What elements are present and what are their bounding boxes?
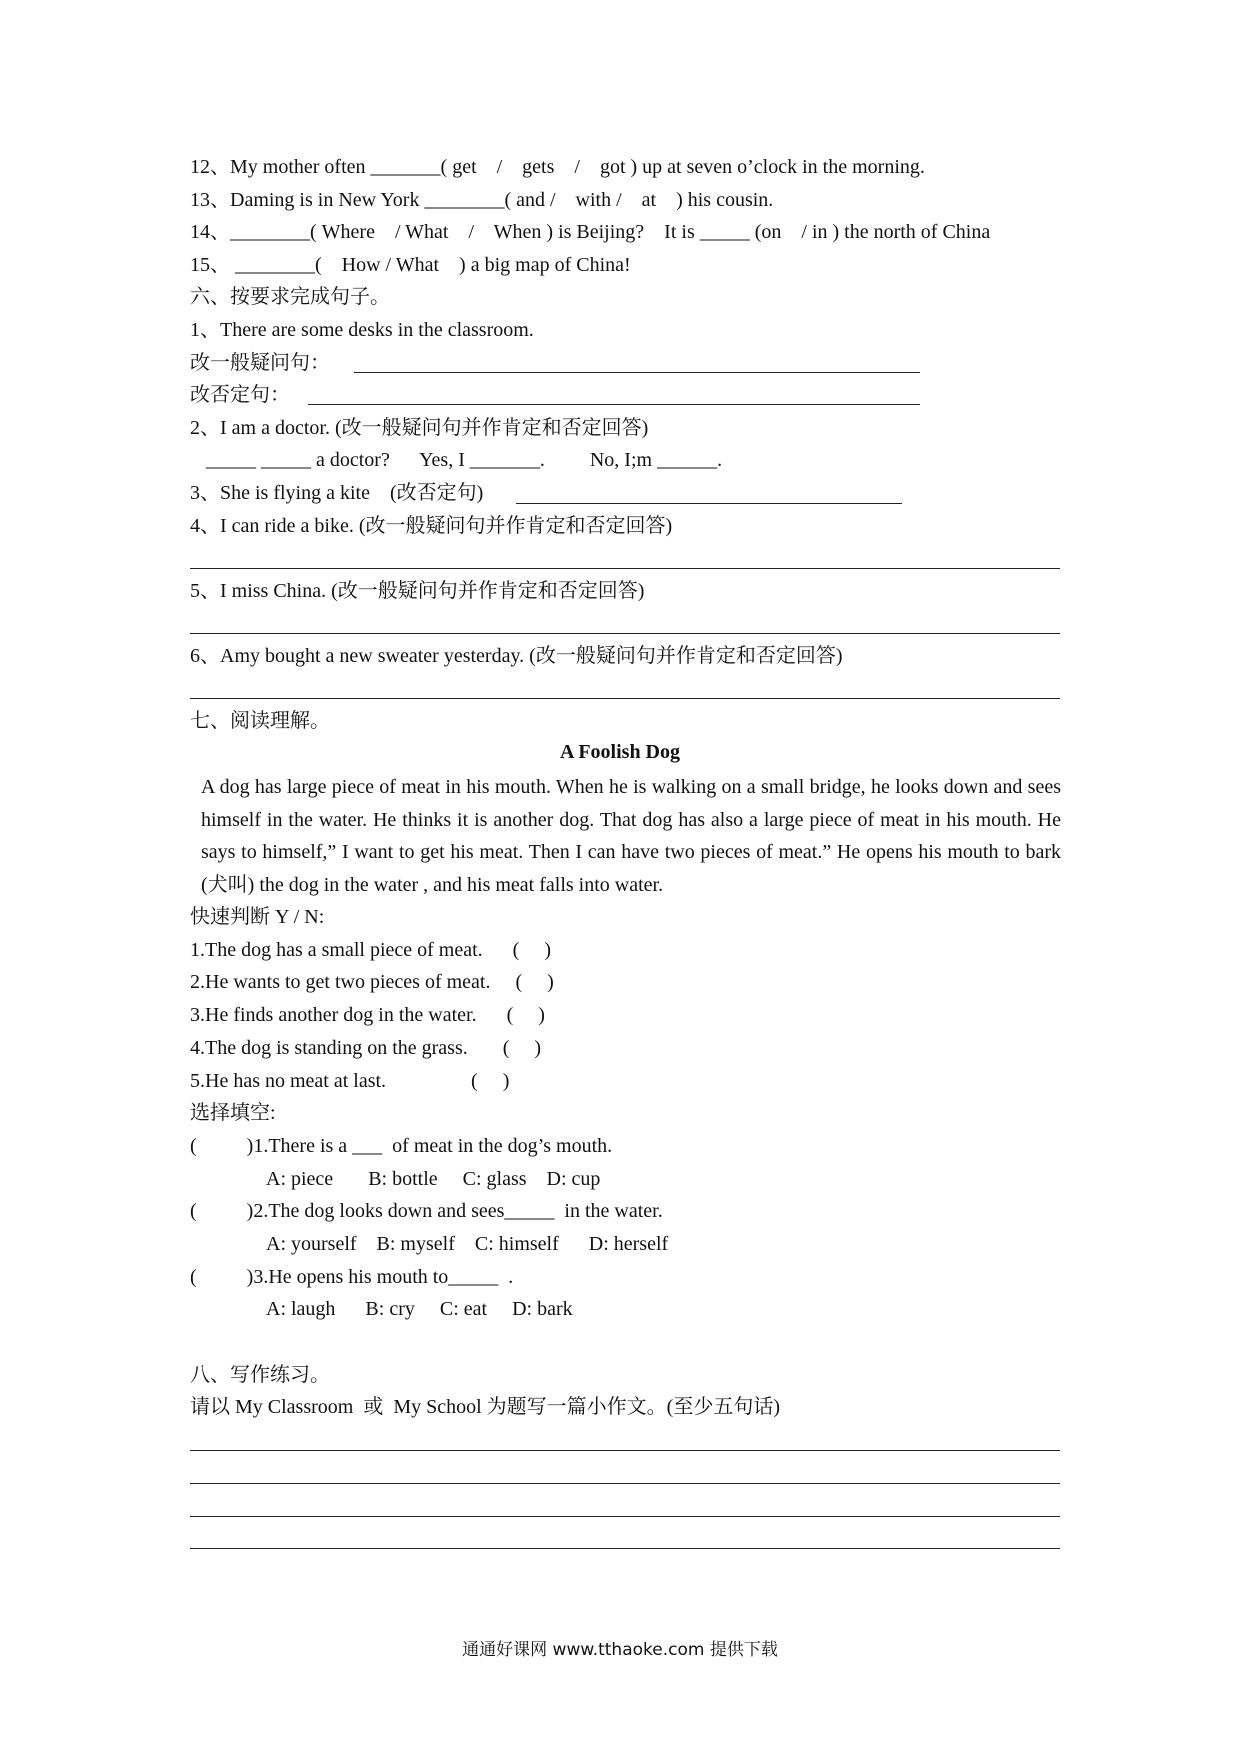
answer-line[interactable] — [190, 633, 1060, 634]
tf-item: 3.He finds another dog in the water. ( ) — [190, 1004, 545, 1026]
section8-heading: 八、写作练习。 — [190, 1364, 330, 1386]
passage-title: A Foolish Dog — [559, 741, 681, 763]
mc-question: ( )3.He opens his mouth to_____ . — [190, 1266, 514, 1288]
tf-item: 1.The dog has a small piece of meat. ( ) — [190, 939, 551, 961]
writing-line[interactable] — [190, 1516, 1060, 1517]
true-false-heading: 快速判断 Y / N: — [190, 906, 325, 928]
s6-question-5: 5、I miss China. (改一般疑问句并作肯定和否定回答) — [190, 580, 645, 602]
multiple-choice-heading: 选择填空: — [190, 1102, 276, 1124]
footer-source: 通通好课网 www.tthaoke.com 提供下载 — [462, 1640, 778, 1660]
s6-question-1: 1、There are some desks in the classroom. — [190, 319, 534, 341]
section7-heading: 七、阅读理解。 — [190, 710, 330, 732]
answer-line[interactable] — [190, 568, 1060, 569]
tf-item: 2.He wants to get two pieces of meat. ( ) — [190, 971, 554, 993]
s6-q2-answer-line[interactable]: _____ _____ a doctor? Yes, I _______. No, I;m ______. — [201, 449, 723, 471]
s6-question-4: 4、I can ride a bike. (改一般疑问句并作肯定和否定回答) — [190, 515, 673, 537]
s6-q1-question-form-label: 改一般疑问句： — [190, 352, 330, 374]
mc-options: A: yourself B: myself C: himself D: herself — [266, 1233, 669, 1255]
s6-question-2: 2、I am a doctor. (改一般疑问句并作肯定和否定回答) — [190, 417, 649, 439]
question-14: 14、________( Where / What / When ) is Beijing? It is _____ (on / in ) the north of China — [190, 221, 991, 243]
mc-options: A: piece B: bottle C: glass D: cup — [266, 1168, 601, 1190]
question-15: 15、 ________( How / What ) a big map of China! — [190, 254, 631, 276]
s6-question-3: 3、She is flying a kite (改否定句) — [190, 482, 484, 504]
answer-line[interactable] — [516, 503, 902, 504]
answer-line[interactable] — [190, 698, 1060, 699]
s6-q1-negative-label: 改否定句： — [190, 384, 290, 406]
tf-item: 5.He has no meat at last. ( ) — [190, 1070, 510, 1092]
question-13: 13、Daming is in New York ________( and / with / at ) his cousin. — [190, 189, 774, 211]
writing-line[interactable] — [190, 1450, 1060, 1451]
s6-question-6: 6、Amy bought a new sweater yesterday. (改一般疑问句并作肯定和否定回答) — [190, 645, 843, 667]
writing-prompt: 请以 My Classroom 或 My School 为题写一篇小作文。(至少五句话) — [190, 1396, 780, 1418]
writing-line[interactable] — [190, 1483, 1060, 1484]
answer-line[interactable] — [354, 372, 920, 373]
mc-question: ( )2.The dog looks down and sees_____ in the water. — [190, 1200, 663, 1222]
writing-line[interactable] — [190, 1548, 1060, 1549]
mc-question: ( )1.There is a ___ of meat in the dog’s mouth. — [190, 1135, 613, 1157]
tf-item: 4.The dog is standing on the grass. ( ) — [190, 1037, 542, 1059]
mc-options: A: laugh B: cry C: eat D: bark — [266, 1298, 573, 1320]
section6-heading: 六、按要求完成句子。 — [190, 286, 390, 308]
reading-passage: A dog has large piece of meat in his mouth. When he is walking on a small bridge, he looks down and sees himself in the water. He thinks it is another dog. That dog has also a large piece of meat in his mouth. He says to himself,” I want to get his meat. Then I can have two pieces of meat.” He opens his mouth to bark (犬叫) the dog in the water , and his meat falls into water. — [201, 776, 1061, 896]
answer-line[interactable] — [308, 404, 920, 405]
question-12: 12、My mother often _______( get / gets / got ) up at seven o’clock in the morning. — [190, 156, 925, 178]
